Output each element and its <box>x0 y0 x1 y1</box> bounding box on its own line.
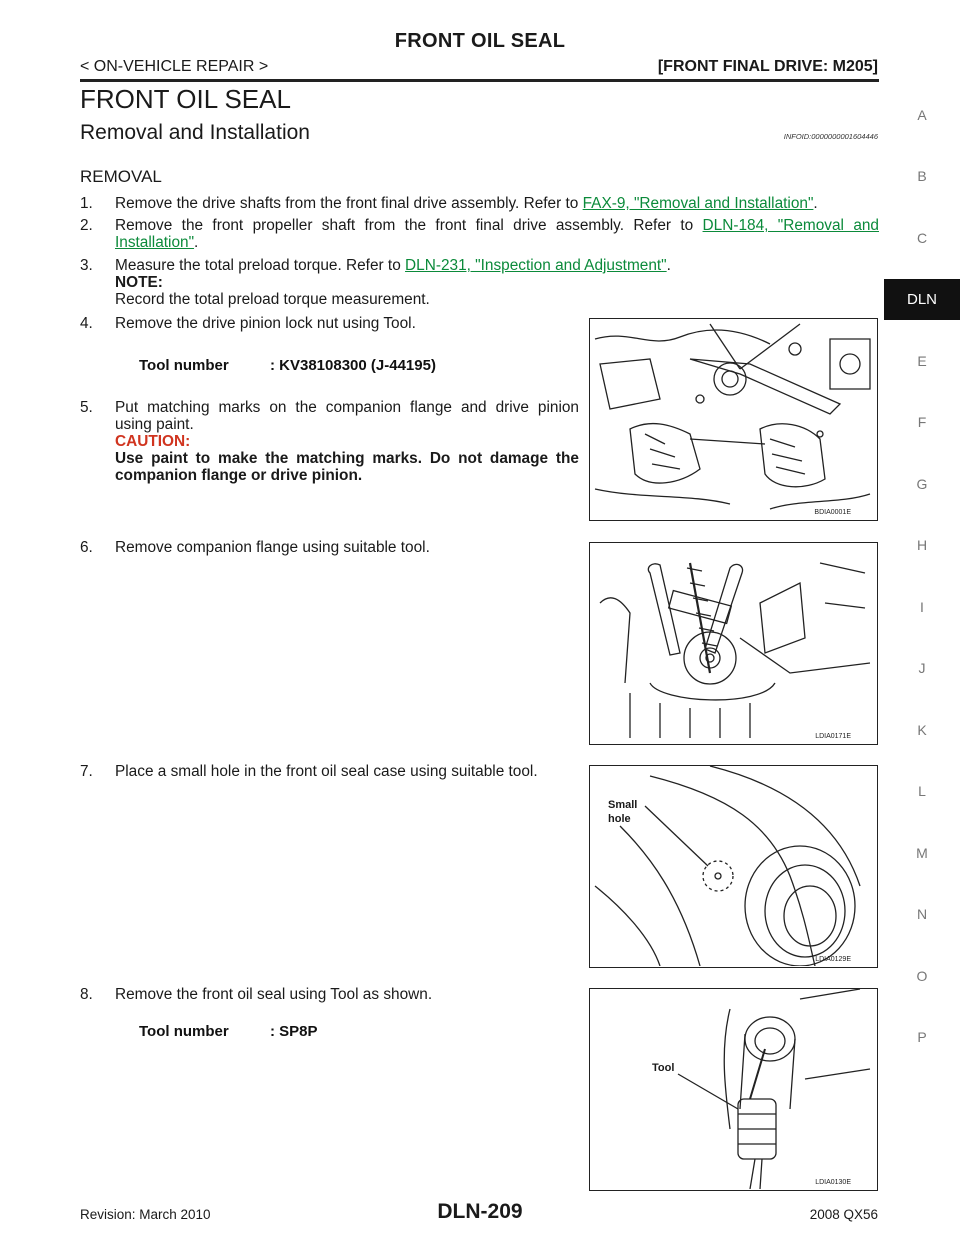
tab-j[interactable]: J <box>918 660 926 676</box>
tab-a[interactable]: A <box>917 107 927 123</box>
step-text: Place a small hole in the front oil seal case using suitable tool. <box>115 763 538 780</box>
tab-h[interactable]: H <box>916 537 928 553</box>
tab-f[interactable]: F <box>917 414 927 430</box>
section-tag: [FRONT FINAL DRIVE: M205] <box>657 58 878 75</box>
step-number: 4. <box>80 315 93 332</box>
step-text: Put matching marks on the companion flange and drive pinion <box>115 399 579 416</box>
tab-e[interactable]: E <box>917 353 927 369</box>
step-text-continued: using paint. <box>115 416 194 433</box>
info-id: INFOID:0000000001604446 <box>783 132 878 141</box>
tool-value: : SP8P <box>270 1023 318 1040</box>
tab-i[interactable]: I <box>920 599 924 615</box>
tool-label: Tool number <box>139 357 229 374</box>
tool-spec-2 <box>139 1023 318 1040</box>
tool-value: : KV38108300 (J-44195) <box>270 357 436 374</box>
step-text: Measure the total preload torque. Refer to DLN-231, "Inspection and Adjustment". <box>115 257 671 274</box>
step-text: Remove the front oil seal using Tool as shown. <box>115 986 433 1003</box>
ref-link-dln-231[interactable]: DLN-231, "Inspection and Adjustment" <box>405 257 667 274</box>
tab-k[interactable]: K <box>917 722 927 738</box>
note-label: NOTE: <box>115 274 163 291</box>
step-number: 3. <box>80 257 93 274</box>
step-text: Remove the front propeller shaft from the front final drive assembly. Refer to DLN-184, "Removal and <box>115 217 879 234</box>
tab-l[interactable]: L <box>918 783 926 799</box>
figure-drive-pinion-lock-nut <box>589 318 878 521</box>
figure-oil-seal-removal-tool <box>589 988 878 1191</box>
caution-text-continued: companion flange or drive pinion. <box>115 467 363 484</box>
figure-companion-flange-puller <box>589 542 878 745</box>
footer-model: 2008 QX56 <box>809 1207 878 1222</box>
tool-label: Tool number <box>139 1023 229 1040</box>
note-text: Record the total preload torque measurement. <box>115 291 430 308</box>
tab-c[interactable]: C <box>916 230 928 246</box>
tab-b[interactable]: B <box>917 168 927 184</box>
step-text: Remove the drive shafts from the front final drive assembly. Refer to FAX-9, "Removal and Installation". <box>115 195 818 212</box>
figure-code: BDIA0001E <box>814 509 851 516</box>
section-breadcrumb: < ON-VEHICLE REPAIR > <box>80 58 269 75</box>
ref-link-dln-184[interactable]: DLN-184, "Removal and <box>702 217 879 234</box>
step-text: Remove companion flange using suitable tool. <box>115 539 430 556</box>
ref-link-fax-9[interactable]: FAX-9, "Removal and Installation" <box>582 195 814 212</box>
step-number: 2. <box>80 217 93 234</box>
caution-text: Use paint to make the matching marks. Do not damage the <box>115 450 579 467</box>
footer-revision: Revision: March 2010 <box>80 1207 211 1222</box>
header-divider <box>80 79 879 82</box>
footer-page-number: DLN-209 <box>437 1200 523 1223</box>
figure-code: LDIA0129E <box>815 956 851 963</box>
ref-link-dln-184-cont[interactable]: Installation" <box>115 234 195 251</box>
tab-o[interactable]: O <box>916 968 928 984</box>
figure-code: LDIA0130E <box>815 1179 851 1186</box>
illustration-oil-seal-case <box>590 766 876 966</box>
callout-small-hole-line2: hole <box>608 813 631 825</box>
subheading: Removal and Installation <box>80 121 310 144</box>
callout-tool: Tool <box>652 1062 675 1074</box>
tab-m[interactable]: M <box>916 845 928 861</box>
step-number: 6. <box>80 539 93 556</box>
step-number: 8. <box>80 986 93 1003</box>
tab-dln[interactable]: DLN <box>884 279 960 320</box>
section-label: REMOVAL <box>80 167 162 186</box>
tab-g[interactable]: G <box>916 476 928 492</box>
step-number: 5. <box>80 399 93 416</box>
tab-p[interactable]: P <box>917 1029 927 1045</box>
caution-label: CAUTION: <box>115 433 191 450</box>
figure-front-oil-seal-case <box>589 765 878 968</box>
callout-small-hole-line1: Small <box>608 799 638 811</box>
tool-spec-1 <box>139 357 436 374</box>
illustration-wrench-on-nut <box>590 319 876 519</box>
tab-n[interactable]: N <box>916 906 928 922</box>
page-header-title: FRONT OIL SEAL <box>394 30 566 52</box>
illustration-puller-tool <box>590 543 876 743</box>
figure-code: LDIA0171E <box>815 733 851 740</box>
step-text: Remove the drive pinion lock nut using Tool. <box>115 315 416 332</box>
page-heading: FRONT OIL SEAL <box>80 84 291 114</box>
step-number: 1. <box>80 195 93 212</box>
step-text-continued: Installation". <box>115 234 199 251</box>
illustration-seal-puller <box>590 989 876 1189</box>
step-number: 7. <box>80 763 93 780</box>
